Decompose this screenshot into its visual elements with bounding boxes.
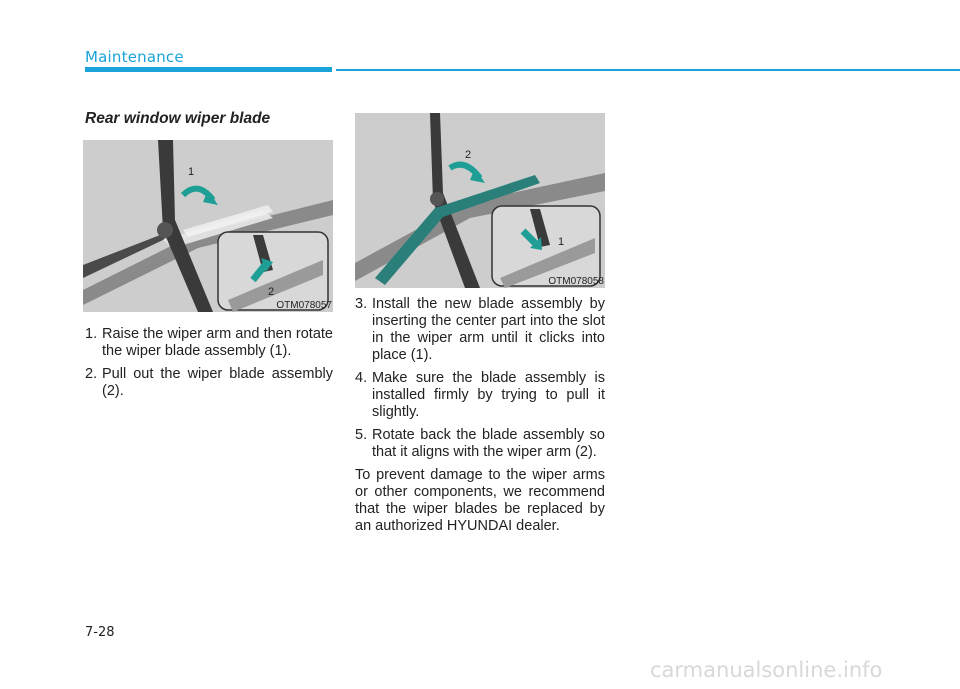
step-number: 4. xyxy=(355,370,368,386)
step-number: 5. xyxy=(355,427,368,443)
callout-2: 2 xyxy=(465,149,472,161)
step-item xyxy=(355,296,605,364)
step-number: 2. xyxy=(85,366,98,382)
note-paragraph: To prevent damage to the wiper arms or other components, we recommend that the wiper blades be replaced by an authorized HYUNDAI dealer. xyxy=(355,467,605,534)
step-item xyxy=(85,326,333,360)
header-section-title: Maintenance xyxy=(85,48,184,66)
watermark: carmanualsonline.info xyxy=(650,658,883,682)
section-title: Rear window wiper blade xyxy=(85,110,271,127)
figure-wiper-install xyxy=(355,113,605,288)
step-item xyxy=(85,366,333,400)
callout-1: 1 xyxy=(188,166,195,178)
step-number: 3. xyxy=(355,296,368,312)
step-text: Pull out the wiper blade assembly (2). xyxy=(102,366,333,399)
page-number: 7-28 xyxy=(85,625,115,640)
header-rule xyxy=(336,69,960,71)
right-column xyxy=(355,296,605,535)
step-item xyxy=(355,370,605,421)
header-bar xyxy=(85,67,332,72)
step-text: Install the new blade assembly by inserting the center part into the slot in the wiper arm until it clicks into place (1). xyxy=(372,296,605,363)
figure-code: OTM078058 xyxy=(548,276,604,287)
left-column xyxy=(85,326,333,406)
step-text: Raise the wiper arm and then rotate the wiper blade assembly (1). xyxy=(102,326,333,359)
figure-wiper-removal xyxy=(83,140,333,312)
step-text: Make sure the blade assembly is installed firmly by trying to pull it slightly. xyxy=(372,370,605,420)
callout-2: 2 xyxy=(268,286,275,298)
step-number: 1. xyxy=(85,326,98,342)
callout-1: 1 xyxy=(558,236,565,248)
step-text: Rotate back the blade assembly so that it aligns with the wiper arm (2). xyxy=(372,427,605,460)
figure-code: OTM078057 xyxy=(276,300,332,311)
step-item xyxy=(355,427,605,461)
